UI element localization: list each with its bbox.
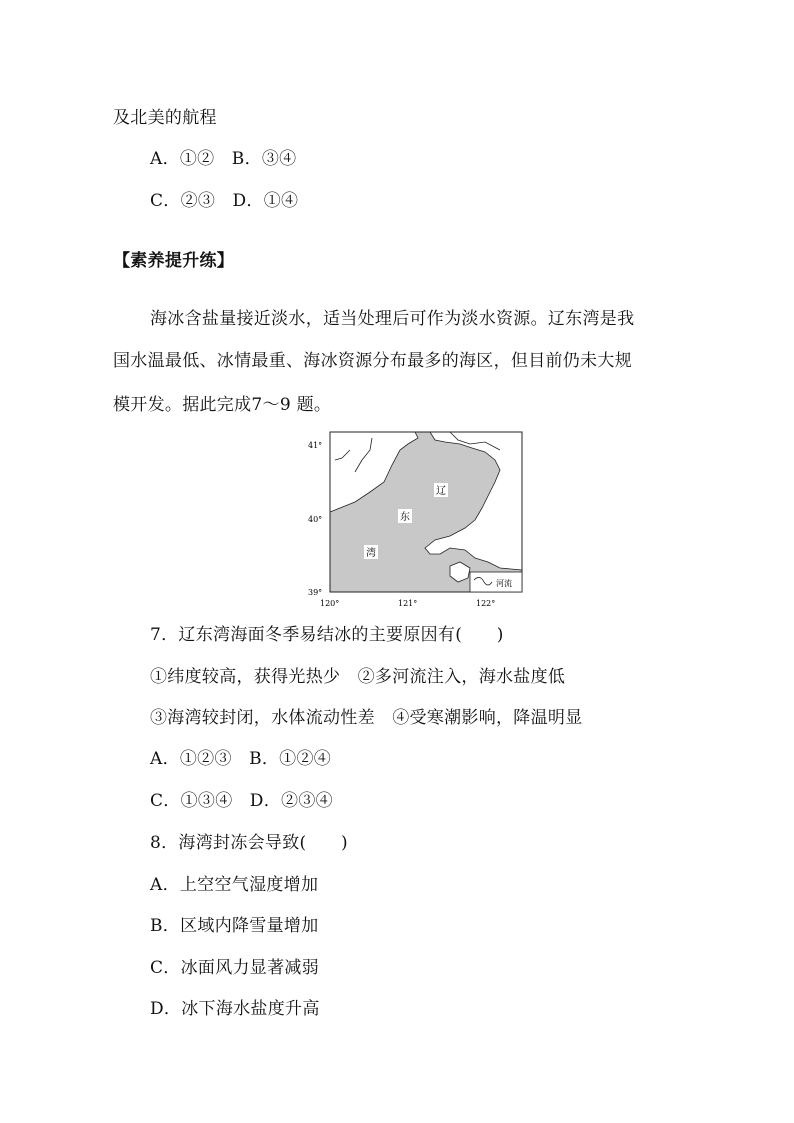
question-6-tail: 及北美的航程 [113,108,217,128]
q6-options-row2: C．②③ D．①④ [150,191,299,211]
q8-choice-b: B．区域内降雪量增加 [150,916,319,936]
q8-stem: 8．海湾封冻会导致( ) [150,833,348,853]
q6-options-row1: A．①② B．③④ [150,149,297,169]
section-title: 【素养提升练】 [113,251,235,271]
q8-choice-d: D．冰下海水盐度升高 [150,999,320,1019]
q7-choices-row2: C．①③④ D．②③④ [150,791,333,811]
intro-line-2: 国水温最低、冰情最重、海冰资源分布最多的海区，但目前仍未大规 [113,351,632,371]
lon-label-121: 121° [398,599,418,608]
map-frame [330,432,522,592]
legend-label: 河流 [496,579,512,588]
intro-line-3: 模开发。据此完成7～9 题。 [113,395,332,415]
liaodong-bay-map [300,430,530,610]
q7-option-line-1: ①纬度较高，获得光热少 ②多河流注入，海水盐度低 [150,667,566,687]
q8-choice-c: C．冰面风力显著减弱 [150,958,320,978]
q7-option-line-2: ③海湾较封闭，水体流动性差 ④受寒潮影响，降温明显 [150,708,583,728]
lat-label-41: 41° [308,441,323,450]
q7-stem: 7．辽东湾海面冬季易结冰的主要原因有( ) [150,625,504,645]
q8-choice-a: A．上空空气湿度增加 [150,875,319,895]
place-char-dong: 东 [400,512,410,523]
intro-line-1: 海冰含盐量接近淡水，适当处理后可作为淡水资源。辽东湾是我 [150,309,635,329]
place-char-wan: 湾 [366,548,376,559]
lat-label-40: 40° [308,515,323,524]
place-char-liao: 辽 [436,486,446,497]
q7-choices-row1: A．①②③ B．①②④ [150,749,332,769]
lon-label-122: 122° [476,599,496,608]
lat-label-39: 39° [308,588,323,597]
lon-label-120: 120° [320,599,340,608]
